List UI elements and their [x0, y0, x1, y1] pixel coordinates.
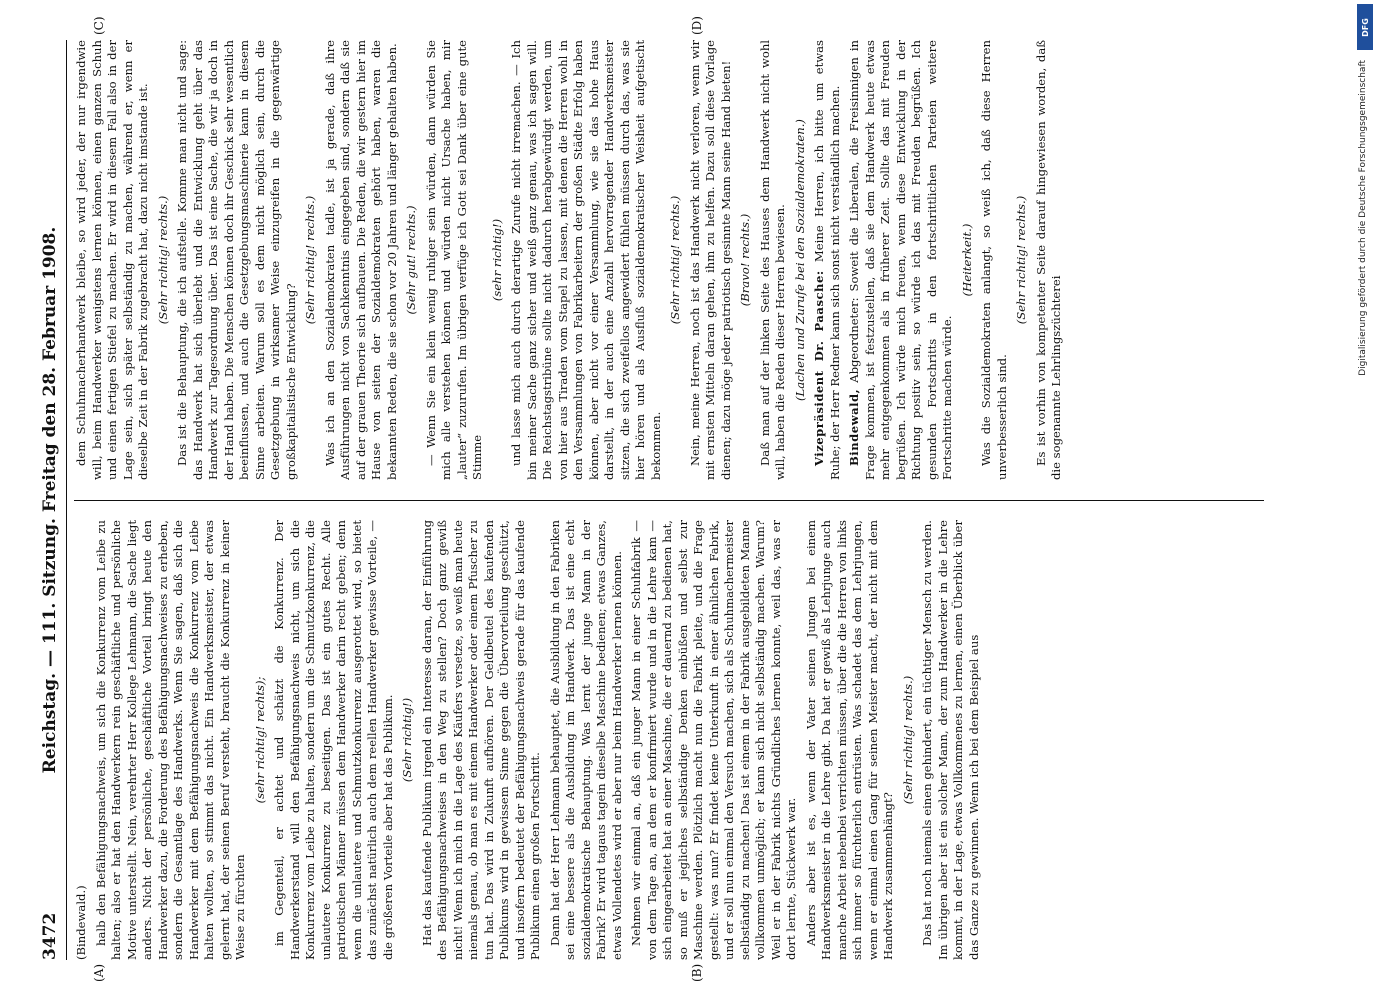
paragraph: — Wenn Sie ein klein wenig ruhiger sein würden, dann würden Sie mich alle verstehen können und würden nicht Ursache haben, mir „lauter“ zuzurufen. Im übrigen verfüge ich Gott sei Dank über eine gute Stimme — [423, 40, 484, 480]
interjection: (Sehr richtig! rechts.) — [900, 675, 915, 805]
interjection: (Heiterkeit.) — [959, 223, 974, 297]
margin-marker-c: (C) — [92, 16, 106, 35]
paragraph: halb den Befähigungsnachweis, um sich die Konkurrenz vom Leibe zu halten; also er hat den Handwerkern rein geschäftliche und persönliche Motive unterstellt. Nein, verehrter Herr Kollege Lehmann, die Sache liegt anders. Nicht der persönliche, geschäftliche Vorteil bringt heute den Handwerker dazu, die Forderung des Befähigungsnachweises zu erheben, sondern die Gesamtlage des Handwerks. Wenn Sie sagen, daß sich die Handwerker mit dem Befähigungsnachweis die Konkurrenz vom Leibe halten wollten, so stimmt das nicht. Ein Handwerksmeister, der etwas gelernt hat, der seinen Beruf versteht, braucht die Konkurrenz in keiner Weise zu fürchten — [93, 520, 247, 960]
interjection: (Sehr gut! rechts.) — [404, 205, 418, 315]
speaker-name: Vizepräsident Dr. Paasche: — [812, 270, 826, 466]
interjection: (Lachen und Zurufe bei den Sozialdemokraten.) — [792, 119, 807, 401]
paragraph: und lasse mich auch durch derartige Zurufe nicht irremachen. — Ich bin meiner Sache ganz sicher und weiß ganz genau, was ich sagen will. Die Reichstagstribüne sollte nicht dadurch herabgewürdigt werden, um von hier aus Tiraden vom Stapel zu lassen, mit denen die Herren wohl in den Versammlungen von Fabrikarbeitern der großen Städte Erfolg haben können, aber nicht vor einer Versammlung, wie sie das hohe Haus darstellt, in der auch eine Anzahl hervorragender Handwerksmeister sitzen, die sich zweifellos angewidert fühlen müssen durch das, was sie hier hören und als Ausfluß sozialdemokratischer Weisheit aufgetischt bekommen. — [509, 40, 663, 480]
speaker-paragraph — [812, 40, 843, 480]
credit-text: Digitalisierung gefördert durch die Deutsche Forschungsgemeinschaft — [1358, 60, 1368, 376]
interjection: (sehr richtig!) — [489, 218, 504, 302]
speech-text: Abgeordneter: Soweit die Liberalen, die Freisinnigen in Frage kommen, ist festzustellen, daß sie dem Handwerk heute etwas mehr entgegenkommen als in früherer Zeit. Sollte das mit Freuden begrüßen. Ich würde mich freuen, wenn diese Entwicklung in der Richtung positiv sein, so würde ich das mit Freuden begrüßen. Ich gesunden Fortschritts in den fortschrittlichen Parteien weitere Fortschritte machen würde. — [847, 40, 954, 480]
running-title: Reichstag. — 111. Sitzung. Freitag den 28. Februar 1908. — [40, 226, 60, 774]
paragraph: Hat das kaufende Publikum irgend ein Interesse daran, der Einführung des Befähigungsnachweises in den Weg zu stellen? Doch ganz gewiß nicht! Wenn ich mich in die Lage des Käufers versetze, so weiß man heute niemals genau, ob man es mit einem Handwerker oder einem Pfuscher zu tun hat. Das wird in Zukunft aufhören. Der Geldbeutel des kaufenden Publikums wird in gewissem Sinne gegen die Übervorteilung geschützt, und insofern bedeutet der Befähigungsnachweis gerade für das kaufende Publikum einen großen Fortschritt. — [419, 520, 542, 960]
margin-marker-d: (D) — [690, 16, 704, 35]
paragraph: Nein, meine Herren, noch ist das Handwerk nicht verloren, wenn wir mit ernsten Mitteln daran gehen, ihm zu helfen. Dazu soll diese Vorlage dienen; dazu möge jeder patriotisch gesinnte Mann seine Hand bieten! — [687, 40, 733, 480]
digitization-credit — [1355, 0, 1377, 1000]
margin-marker-b: (B) — [690, 963, 704, 982]
paragraph: Was ich an den Sozialdemokraten tadle, ist ja gerade, daß ihre Ausführungen nicht von Sachkenntnis eingegeben sind, sondern daß sie auf der grauen Theorie sich aufbauen. Die Reden, die wir gestern hier im Hause von seiten der Sozialdemokraten gehört haben, waren die bekannten Reden, die sie schon vor 20 Jahren und länger gehalten haben. — [322, 40, 399, 480]
paragraph: Es ist vorhin von kompetenter Seite darauf hingewiesen worden, daß die sogenannte Lehrlingszüchterei — [1033, 40, 1063, 480]
paragraph: Das ist die Behauptung, die ich aufstelle. Komme man nicht und sage: das Handwerk hat sich überlebt und die Entwicklung geht über das Handwerk zur Tagesordnung über. Das ist eine Sache, die wir ja doch in der Hand haben. Die Menschen können doch ihr Geschick sehr wesentlich beeinflussen, und auch die Gesetzgebungsmaschinerie kann in diesem Sinne arbeiten. Warum soll es dem nicht möglich sein, durch die Gesetzgebung in wirksamer Weise einzugreifen in die gegenwärtige großkapitalistische Entwicklung? — [175, 40, 298, 480]
paragraph: Das hat noch niemals einen gehindert, ein tüchtiger Mensch zu werden. Im übrigen aber ist ein solcher Mann, der zum Handwerker in die Lehre kommt, in der Lage, etwas Vollkommenes zu lernen, einen Überblick über das Ganze zu gewinnen. Wenn ich bei dem Beispiel aus — [920, 520, 981, 960]
left-column — [74, 520, 1264, 960]
page-number: 3472 — [40, 912, 60, 960]
interjection: (sehr richtig! rechts); — [252, 676, 267, 804]
right-column — [74, 40, 1264, 480]
interjection: (Sehr richtig! rechts.) — [668, 195, 682, 325]
speaker-tag: (Bindewald.) — [74, 885, 88, 960]
paragraph: dem Schuhmacherhandwerk bleibe, so wird jeder, der nur irgendwie will, beim Handwerker wenigstens lernen können, einen ganzen Schuh und einen fertigen Stiefel zu machen. Er wird in diesem Fall also in der Lage sein, sich später selbständig zu machen, während er, wenn er dieselbe Zeit in der Fabrik zugebracht hat, dazu nicht imstande ist. — [74, 40, 150, 480]
text-columns — [74, 40, 1264, 960]
page-header — [30, 40, 67, 960]
interjection: (Sehr richtig! rechts.) — [155, 195, 170, 325]
interjection: (Sehr richtig! rechts.) — [1014, 195, 1028, 325]
interjection: (Bravo! rechts.) — [738, 213, 752, 307]
margin-marker-a: (A) — [92, 963, 106, 982]
paragraph: Nehmen wir einmal an, daß ein junger Mann in einer Schuhfabrik — von dem Tage an, an dem er konfirmiert wurde und in die Lehre kam — sich eingearbeitet hat an einer Maschine, die er dauernd zu bedienen hat, so muß er jegliches selbständige Denken einbüßen und selbst zur Maschine werden. Plötzlich macht nun die Fabrik pleite, und die Frage gestellt: was nun? Er findet keine Unterkunft in einer ähnlichen Fabrik, und er soll nun einmal den Versuch machen, sich als Schuhmachermeister selbständig zu machen! Das ist einem in der Fabrik ausgebildeten Manne vollkommen unmöglich; er kann sich nicht selbständig machen. Warum? Weil er in der Fabrik nichts Gründliches lernen konnte, weil das, was er dort lernte, Stückwerk war. — [629, 520, 798, 960]
interjection: (Sehr richtig! rechts.) — [303, 195, 317, 325]
paragraph: Was die Sozialdemokraten anlangt, so weiß ich, daß diese Herren unverbesserlich sind. — [979, 40, 1009, 480]
paragraph: im Gegenteil, er achtet und schätzt die Konkurrenz. Der Handwerkerstand will den Befähigungsnachweis nicht, um sich die Konkurrenz vom Leibe zu halten, sondern um die Schmutzkonkurrenz, die unlautere Konkurrenz zu beseitigen. Das ist ein gutes Recht. Alle patriotischen Männer müssen dem Handwerker darin recht geben; denn wenn die unlautere und Schmutzkonkurrenz ausgerottet wird, so bietet das zunächst natürlich auch dem reellen Handwerker gewisse Vorteile, — die größeren Vorteile aber hat das Publikum. — [272, 520, 395, 960]
paragraph: Anders aber ist es, wenn der Vater seinen Jungen bei einem Handwerksmeister in die Lehre gibt. Da hat er gewiß als Lehrjunge auch manche Arbeit nebenbei verrichten müssen, über die die Herren von links sich immer so fürchterlich entrüsten. Was schadet das dem Lehrjungen, wenn er einmal einen Gang für seinen Meister macht, der nicht mit dem Handwerk zusammenhängt? — [803, 520, 895, 960]
paragraph: Daß man auf der linken Seite des Hauses dem Handwerk nicht wohl will, haben die Reden dieser Herren bewiesen. — [757, 40, 787, 480]
speech-text: Meine Herren, ich bitte um etwas Ruhe; der Herr Redner kann sich sonst nicht verständlich machen. — [812, 40, 842, 480]
speaker-name: Bindewald, — [847, 388, 861, 466]
paragraph: Dann hat der Herr Lehmann behauptet, die Ausbildung in den Fabriken sei eine bessere als die Ausbildung im Handwerk. Das ist eine echt sozialdemokratische Behauptung. Was lernt der junge Mann in der Fabrik? Er wird tagaus tagein dieselbe Maschine bedienen; etwas Ganzes, etwas Vollendetes wird er aber nur beim Handwerker lernen können. — [547, 520, 624, 960]
dfg-logo: DFG — [1357, 4, 1373, 50]
interjection: (Sehr richtig!) — [400, 697, 414, 783]
speaker-paragraph — [847, 40, 956, 480]
column-divider — [74, 500, 1264, 501]
